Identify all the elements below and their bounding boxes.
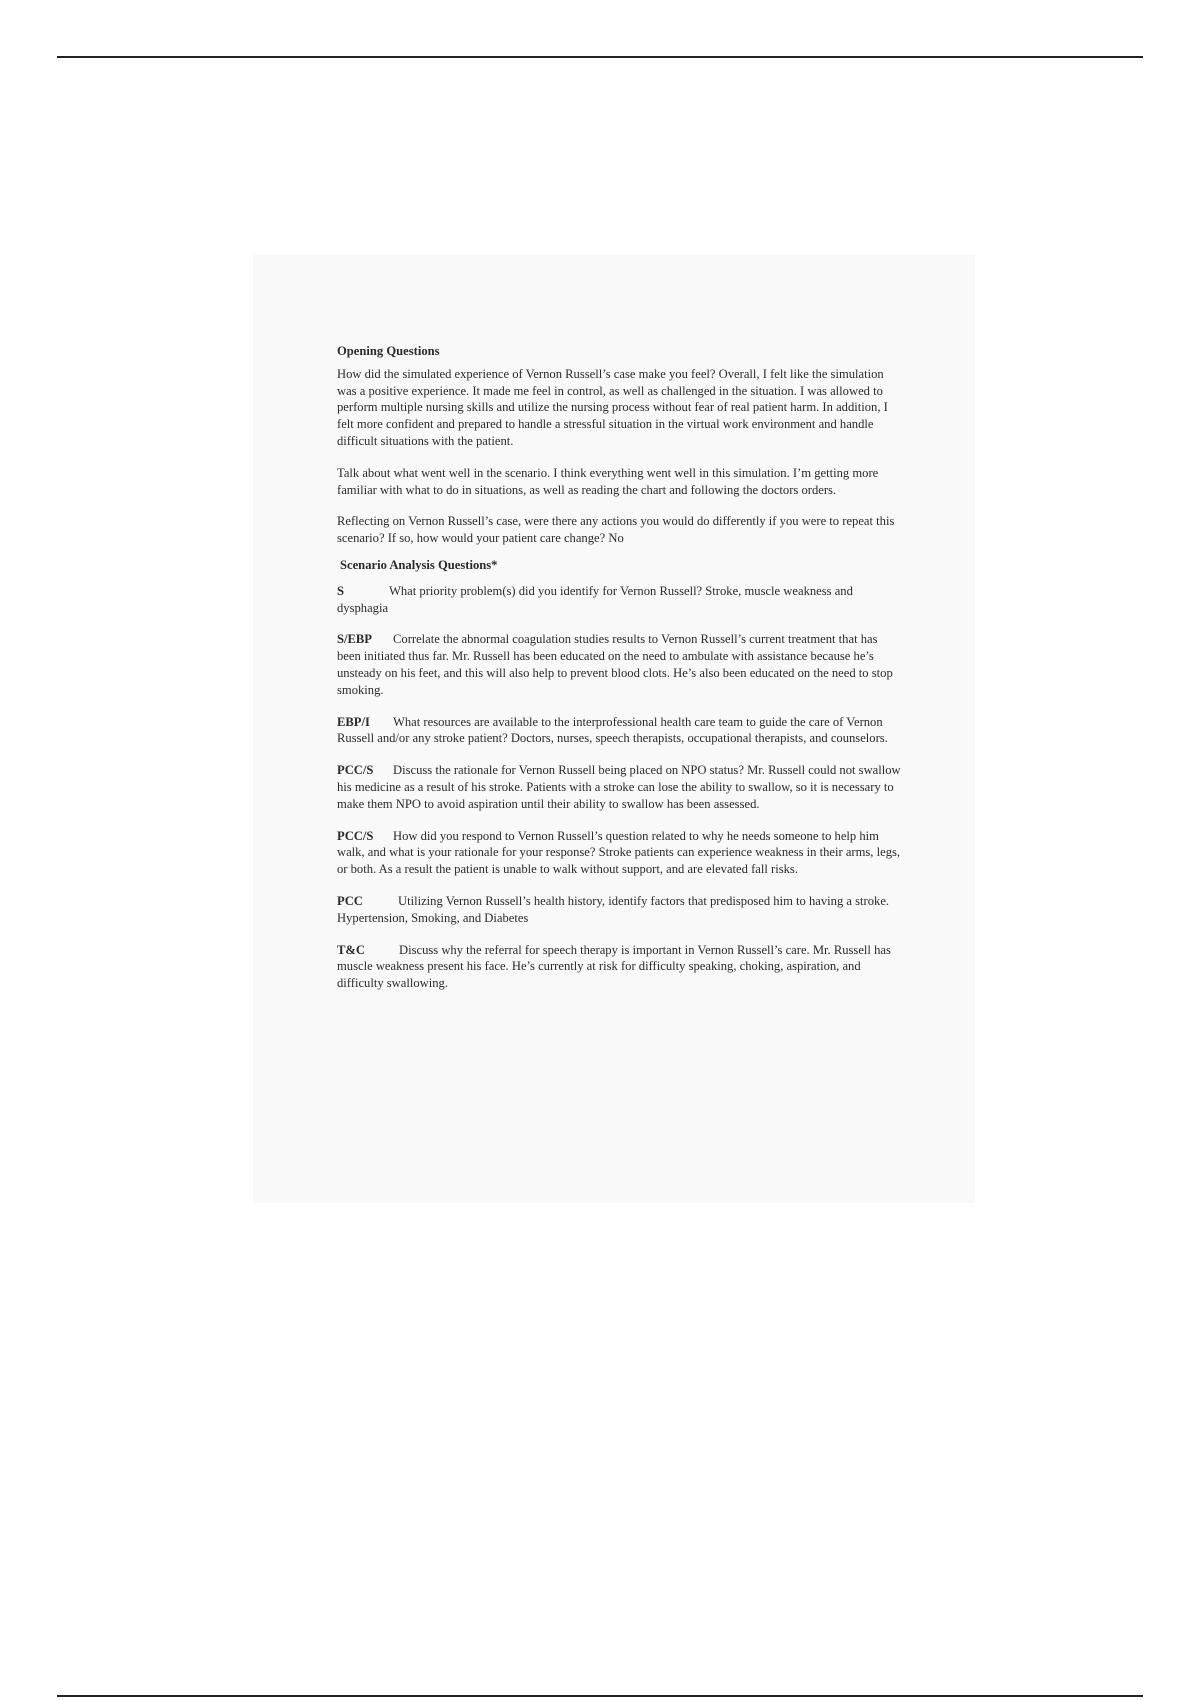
scenario-tag: PCC/S [337,828,374,843]
scenario-text: Correlate the abnormal coagulation studies results to Vernon Russell’s current treatment that has been initiated thus far. Mr. Russell has been educated on the need to ambulate with assistance because he’s unsteady on his feet, and this will also help to prevent blood clots. He’s also been educated on the need to stop smoking. [337,632,893,697]
top-rule [57,56,1143,58]
scenario-item [337,762,903,812]
bottom-rule [57,1695,1143,1697]
scenario-tag: EBP/I [337,714,370,729]
scenario-tag: T&C [337,942,365,957]
document-body [337,343,903,1007]
scenario-text: Discuss the rationale for Vernon Russell being placed on NPO status? Mr. Russell could not swallow his medicine as a result of his stroke. Patients with a stroke can lose the ability to swallow, so it is necessary to make them NPO to avoid aspiration until their ability to swallow has been assessed. [337,763,901,811]
scenario-item [337,828,903,878]
scenario-text: What resources are available to the interprofessional health care team to guide the care of Vernon Russell and/or any stroke patient? Doctors, nurses, speech therapists, occupational therapists, and counselors. [337,714,888,746]
opening-paragraph-2: Talk about what went well in the scenario. I think everything went well in this simulation. I’m getting more familiar with what to do in situations, as well as reading the chart and following the doctors orders. [337,465,879,497]
opening-questions-heading: Opening Questions [337,344,440,358]
scenario-tag: S [337,583,345,598]
scenario-item [337,714,903,748]
scenario-text: Utilizing Vernon Russell’s health history, identify factors that predisposed him to having a stroke. Hypertension, Smoking, and Diabetes [337,893,890,925]
scenario-tag: PCC/S [337,763,374,778]
scenario-text: How did you respond to Vernon Russell’s question related to why he needs someone to help him walk, and what is your rationale for your response? Stroke patients can experience weakness in their arms, legs, or both. As a result the patient is unable to walk without support, and are elevated fall risks. [337,828,901,877]
opening-paragraph-1: How did the simulated experience of Vernon Russell’s case make you feel? Overall, I felt like the simulation was a positive experience. It made me feel in control, as well as challenged in the situation. I was allowed to perform multiple nursing skills and utilize the nursing process without fear of real patient harm. In addition, I felt more confident and prepared to handle a stressful situation in the virtual work environment and handle difficult situations with the patient. [337,366,888,448]
scenario-item [337,942,903,992]
scenario-text: Discuss why the referral for speech therapy is important in Vernon Russell’s care. Mr. Russell has muscle weakness present his face. He’s currently at risk for difficulty speaking, choking, aspiration, and difficulty swallowing. [337,942,891,991]
scenario-analysis-heading: Scenario Analysis Questions* [340,557,498,572]
scenario-text: What priority problem(s) did you identify for Vernon Russell? Stroke, muscle weakness and dysphagia [337,583,853,615]
scenario-item [337,583,903,617]
scenario-tag: PCC [337,893,363,908]
scenario-tag: S/EBP [337,632,372,647]
opening-paragraph-3: Reflecting on Vernon Russell’s case, were there any actions you would do differently if you were to repeat this scenario? If so, how would your patient care change? No [337,514,895,546]
scenario-item [337,893,903,927]
scenario-item [337,631,903,698]
